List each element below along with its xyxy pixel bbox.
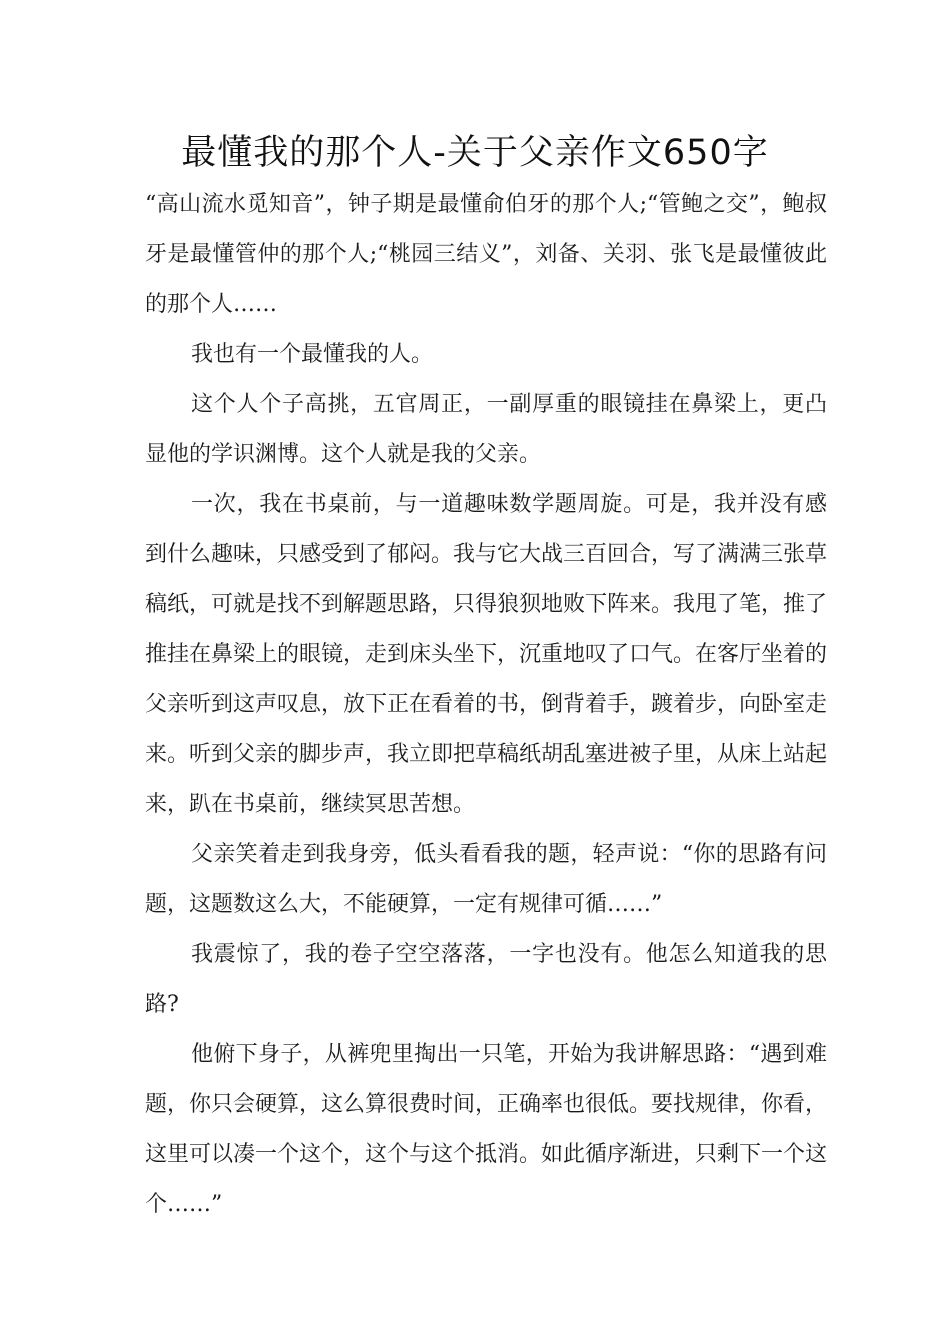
paragraph-surprise: 我震惊了，我的卷子空空落落，一字也没有。他怎么知道我的思路? xyxy=(145,942,827,1017)
paragraph-math-problem: 一次，我在书桌前，与一道趣味数学题周旋。可是，我并没有感到什么趣味，只感受到了郁闷。我与它大战三百回合，写了满满三张草稿纸，可就是找不到解题思路，只得狼狈地败下阵来。我甩了笔，推了推挂在鼻梁上的眼镜，走到床头坐下，沉重地叹了口气。在客厅坐着的父亲听到这声叹息，放下正在看着的书，倒背着手，踱着步，向卧室走来。听到父亲的脚步声，我立即把草稿纸胡乱塞进被子里，从床上站起来，趴在书桌前，继续冥思苦想。 xyxy=(145,492,828,817)
document-body xyxy=(145,180,827,1230)
paragraph-father-description: 这个人个子高挑，五官周正，一副厚重的眼镜挂在鼻梁上，更凸显他的学识渊博。这个人就是我的父亲。 xyxy=(145,392,827,467)
paragraph-father-comment: 父亲笑着走到我身旁，低头看看我的题，轻声说：“你的思路有问题，这题数这么大，不能硬算，一定有规律可循……” xyxy=(145,842,827,917)
paragraph-someone-understands-me: 我也有一个最懂我的人。 xyxy=(191,342,434,367)
document-title: 最懂我的那个人-关于父亲作文650字 xyxy=(181,133,769,173)
paragraph-intro: “高山流水觅知音”，钟子期是最懂俞伯牙的那个人;“管鲍之交”，鲍叔牙是最懂管仲的那个人;“桃园三结义”，刘备、关羽、张飞是最懂彼此的那个人…… xyxy=(145,192,827,317)
paragraph-explanation: 他俯下身子，从裤兜里掏出一只笔，开始为我讲解思路：“遇到难题，你只会硬算，这么算很费时间，正确率也很低。要找规律，你看，这里可以凑一个这个，这个与这个抵消。如此循序渐进，只剩下一个这个……” xyxy=(145,1042,828,1217)
